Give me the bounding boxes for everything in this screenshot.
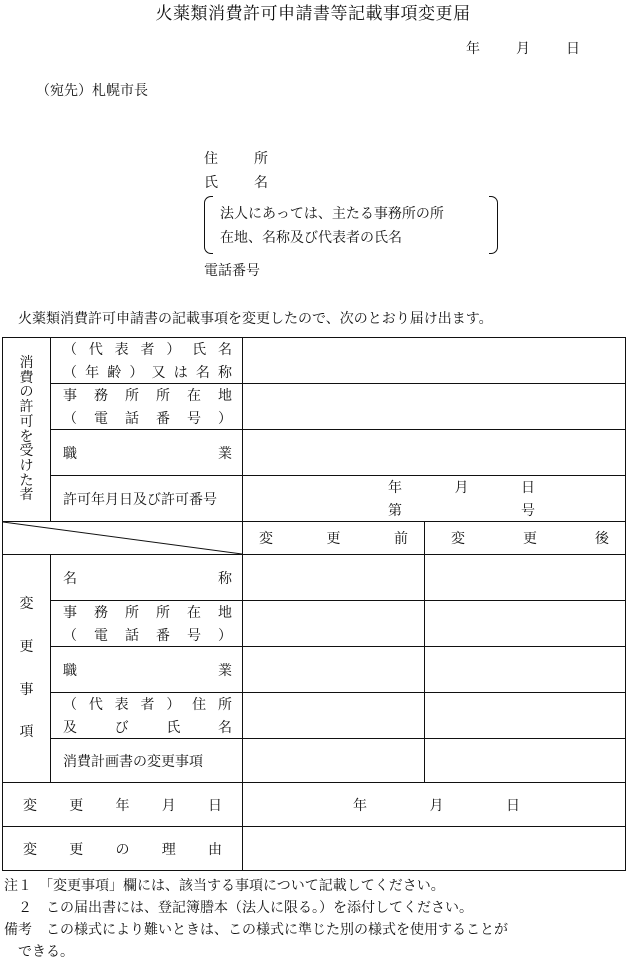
change-representative-label: （ 代 表 者 ） 住 所 及 び 氏 名 — [51, 693, 243, 739]
diagonal-line — [3, 522, 242, 554]
change-date-field[interactable]: 年 月 日 — [243, 783, 626, 827]
diagonal-header-cell — [3, 522, 243, 555]
phone-label: 電話番号 — [204, 263, 260, 279]
section-change-items-heading: 変 更 事 項 — [3, 555, 51, 783]
occupation-label: 職 業 — [51, 430, 243, 476]
name-label-2: 名 — [254, 175, 268, 191]
change-name-label: 名 称 — [51, 555, 243, 601]
date-day-label: 日 — [566, 41, 580, 57]
change-plan-after[interactable] — [425, 739, 626, 783]
remarks-line1: 備考 この様式により難いときは、この様式に準じた別の様式を使用することが — [4, 922, 508, 938]
date-year-label: 年 — [466, 41, 480, 57]
change-plan-before[interactable] — [243, 739, 425, 783]
date-month-label: 月 — [516, 41, 530, 57]
intro-text: 火薬類消費許可申請書の記載事項を変更したので、次のとおり届け出ます。 — [18, 311, 493, 327]
change-representative-after[interactable] — [425, 693, 626, 739]
change-office-address-after[interactable] — [425, 601, 626, 647]
corporate-note-line2: 在地、名称及び代表者の氏名 — [220, 230, 402, 246]
change-office-address-label: 事 務 所 所 在 地 （ 電 話 番 号 ） — [51, 601, 243, 647]
representative-name-field[interactable] — [243, 338, 626, 384]
notes — [4, 875, 508, 963]
office-address-label: 事 務 所 所 在 地 （ 電 話 番 号 ） — [51, 384, 243, 430]
office-address-field[interactable] — [243, 384, 626, 430]
after-change-header: 変 更 後 — [425, 522, 626, 555]
corporate-note-line1: 法人にあっては、主たる事務所の所 — [220, 206, 444, 222]
section-licensee-heading: 消 費 の 許 可 を 受 け た 者 — [3, 338, 51, 522]
address-label-2: 所 — [254, 151, 268, 167]
change-office-address-before[interactable] — [243, 601, 425, 647]
change-occupation-after[interactable] — [425, 647, 626, 693]
right-bracket — [489, 196, 498, 254]
form-title: 火薬類消費許可申請書等記載事項変更届 — [155, 4, 471, 24]
occupation-field[interactable] — [243, 430, 626, 476]
change-name-after[interactable] — [425, 555, 626, 601]
change-plan-label: 消費計画書の変更事項 — [51, 739, 243, 783]
change-representative-before[interactable] — [243, 693, 425, 739]
change-reason-field[interactable] — [243, 827, 626, 871]
representative-name-label: （ 代 表 者 ） 氏 名 （ 年 齢 ） 又 は 名 称 — [51, 338, 243, 384]
note-1: 注１ 「変更事項」欄には、該当する事項について記載してください。 — [4, 878, 445, 894]
change-reason-label: 変 更 の 理 由 — [3, 827, 243, 871]
change-occupation-before[interactable] — [243, 647, 425, 693]
permit-date-number-label: 許可年月日及び許可番号 — [51, 476, 243, 522]
addressee: （宛先）札幌市長 — [36, 83, 148, 99]
left-bracket — [204, 196, 213, 254]
change-name-before[interactable] — [243, 555, 425, 601]
remarks-line2: できる。 — [4, 944, 74, 960]
address-label-1: 住 — [204, 151, 218, 167]
corporate-note-bracket — [204, 196, 498, 254]
note-2: ２ この届出書には、登記簿謄本（法人に限る。）を添付してください。 — [4, 900, 473, 916]
change-occupation-label: 職 業 — [51, 647, 243, 693]
permit-date-number-field[interactable]: 年 月 日 第 号 — [243, 476, 626, 522]
name-label-1: 氏 — [204, 175, 218, 191]
change-date-label: 変 更 年 月 日 — [3, 783, 243, 827]
before-change-header: 変 更 前 — [243, 522, 425, 555]
change-form-table — [2, 337, 626, 871]
